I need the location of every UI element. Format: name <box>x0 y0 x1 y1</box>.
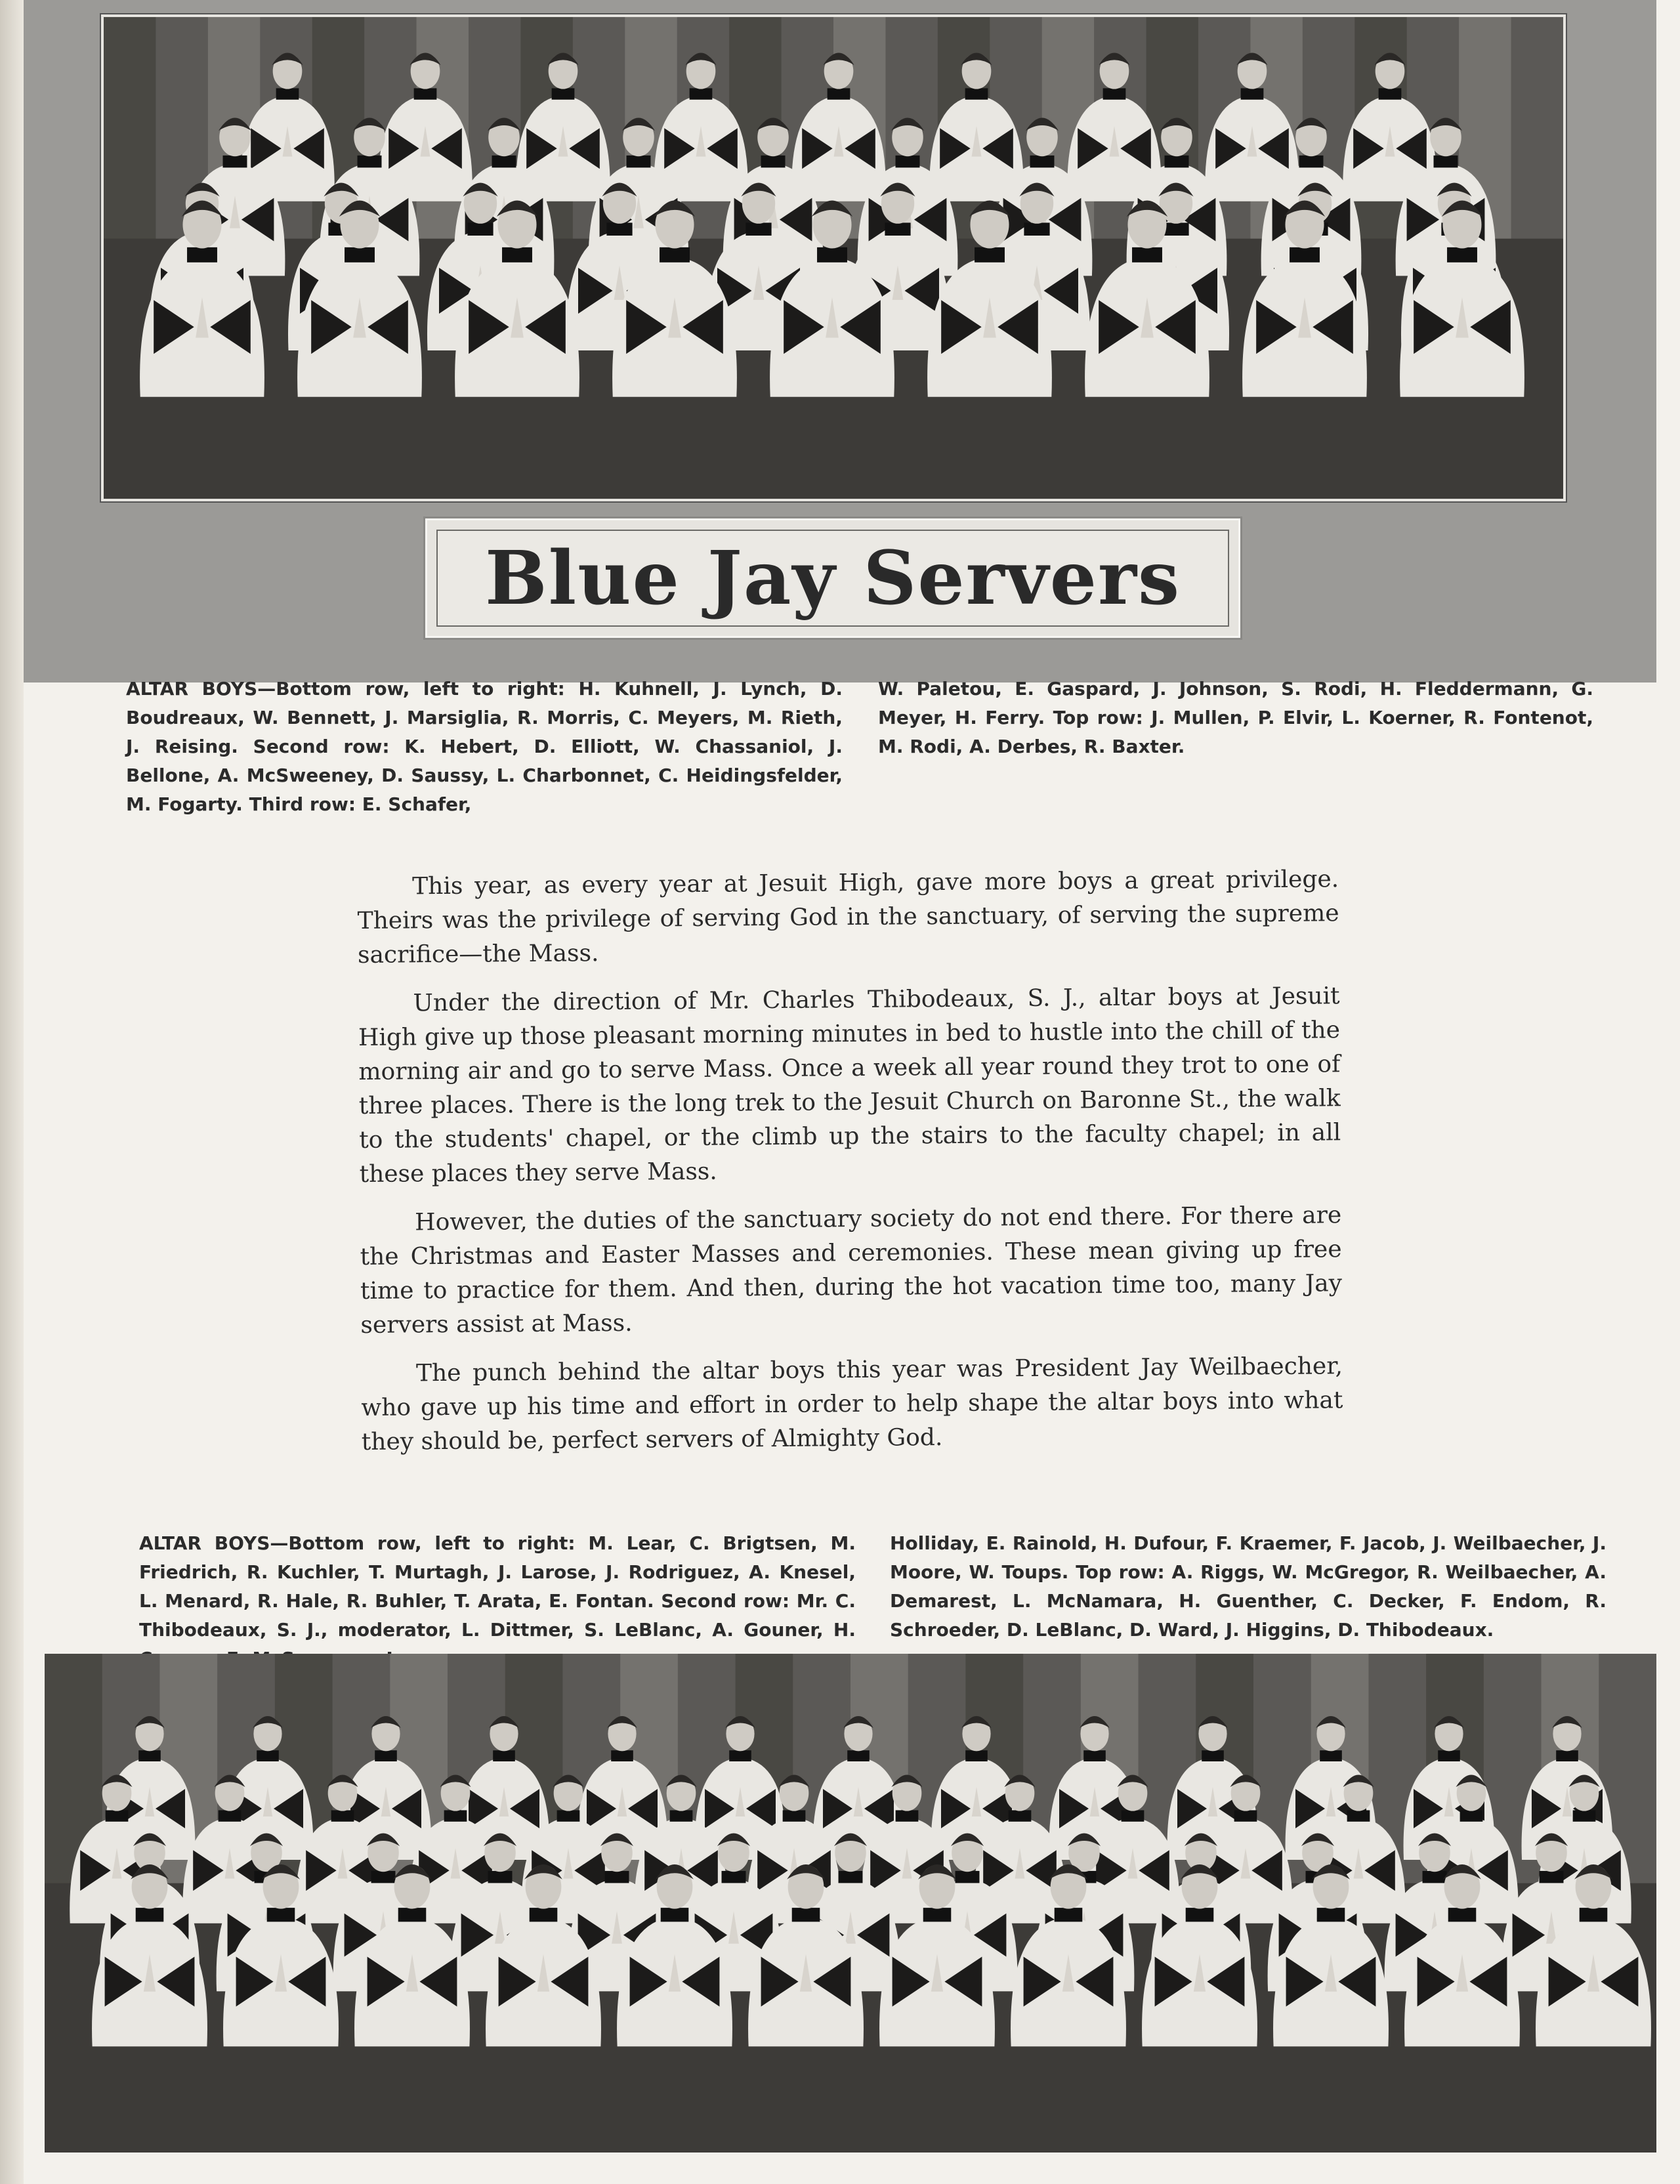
caption-top-left: ALTAR BOYS—Bottom row, left to right: H. Kuhnell, J. Lynch, D. Boudreaux, W. Bennett, J. Marsiglia, R. Morris, C. Meyers, M. Rieth, J. Reising. Second row: K. Hebert, D. Elliott, W. Chassaniol, J. Bellone, A. McSweeney, D. Saussy, L. Charbonnet, C. Heidingsfelder, M. Fogarty. Third row: E. Schafer, <box>126 678 843 815</box>
paragraph-3: However, the duties of the sanctuary society do not end there. For there are the Christmas and Easter Masses and ceremonies. These mean giving up free time to practice for them. And then, during the hot vacation time too, many Jay servers assist at Mass. <box>360 1202 1343 1339</box>
binding-gutter <box>0 0 24 2184</box>
article-body <box>357 862 1343 1474</box>
paragraph-4: The punch behind the altar boys this year was President Jay Weilbaecher, who gave up his time and effort in order to help shape the altar boys into what they should be, perfect servers of Almighty God. <box>361 1353 1343 1456</box>
paragraph-1: This year, as every year at Jesuit High, gave more boys a great privilege. Theirs was the privilege of serving God in the sanctuary, of serving the supreme sacrifice—the Mass. <box>357 866 1339 969</box>
caption-bottom-left: ALTAR BOYS—Bottom row, left to right: M. Lear, C. Brigtsen, M. Friedrich, R. Kuchler, T. Murtagh, J. Larose, J. Rodriguez, A. Knesel, L. Menard, R. Hale, R. Buhler, T. Arata, E. Fontan. Second row: Mr. C. Thibodeaux, S. J., moderator, L. Dittmer, S. LeBlanc, A. Gouner, H. <box>139 1532 856 1641</box>
group-photo-altar-boys-top-icon <box>101 14 1566 501</box>
caption-top-right: W. Paletou, E. Gaspard, J. Johnson, S. Rodi, H. Fleddermann, G. Meyer, H. Ferry. Top row: J. Mullen, P. Elvir, L. Koerner, R. Fontenot, M. Rodi, A. Derbes, R. Baxter. <box>878 678 1593 757</box>
title-plaque-inner <box>436 530 1229 627</box>
group-photo-altar-boys-bottom-icon <box>45 1654 1656 2152</box>
caption-bottom-right: Holliday, E. Rainold, H. Dufour, F. Kraemer, F. Jacob, J. Weilbaecher, J. Moore, W. Toups. Top row: A. Riggs, W. McGregor, R. Weilbaecher, A. Demarest, L. McNamara, H. Guenther, C. Decker, F. Endom, R. Schroeder, D. LeBlanc, D. Ward, J. Higgins, D. Thibodeaux. <box>890 1532 1606 1641</box>
paragraph-2: Under the direction of Mr. Charles Thibodeaux, S. J., altar boys at Jesuit High give up those pleasant morning minutes in bed to hustle into the chill of the morning air and go to serve Mass. Once a week all year round they trot to one of three places. There is the long trek to the Jesuit Church on Baronne St., the walk to the students' chapel, or the climb up the stairs to the faculty chapel; in all these places they serve Mass. <box>358 982 1341 1188</box>
title-plaque <box>425 518 1240 638</box>
page-title: Blue Jay Servers <box>484 535 1181 621</box>
